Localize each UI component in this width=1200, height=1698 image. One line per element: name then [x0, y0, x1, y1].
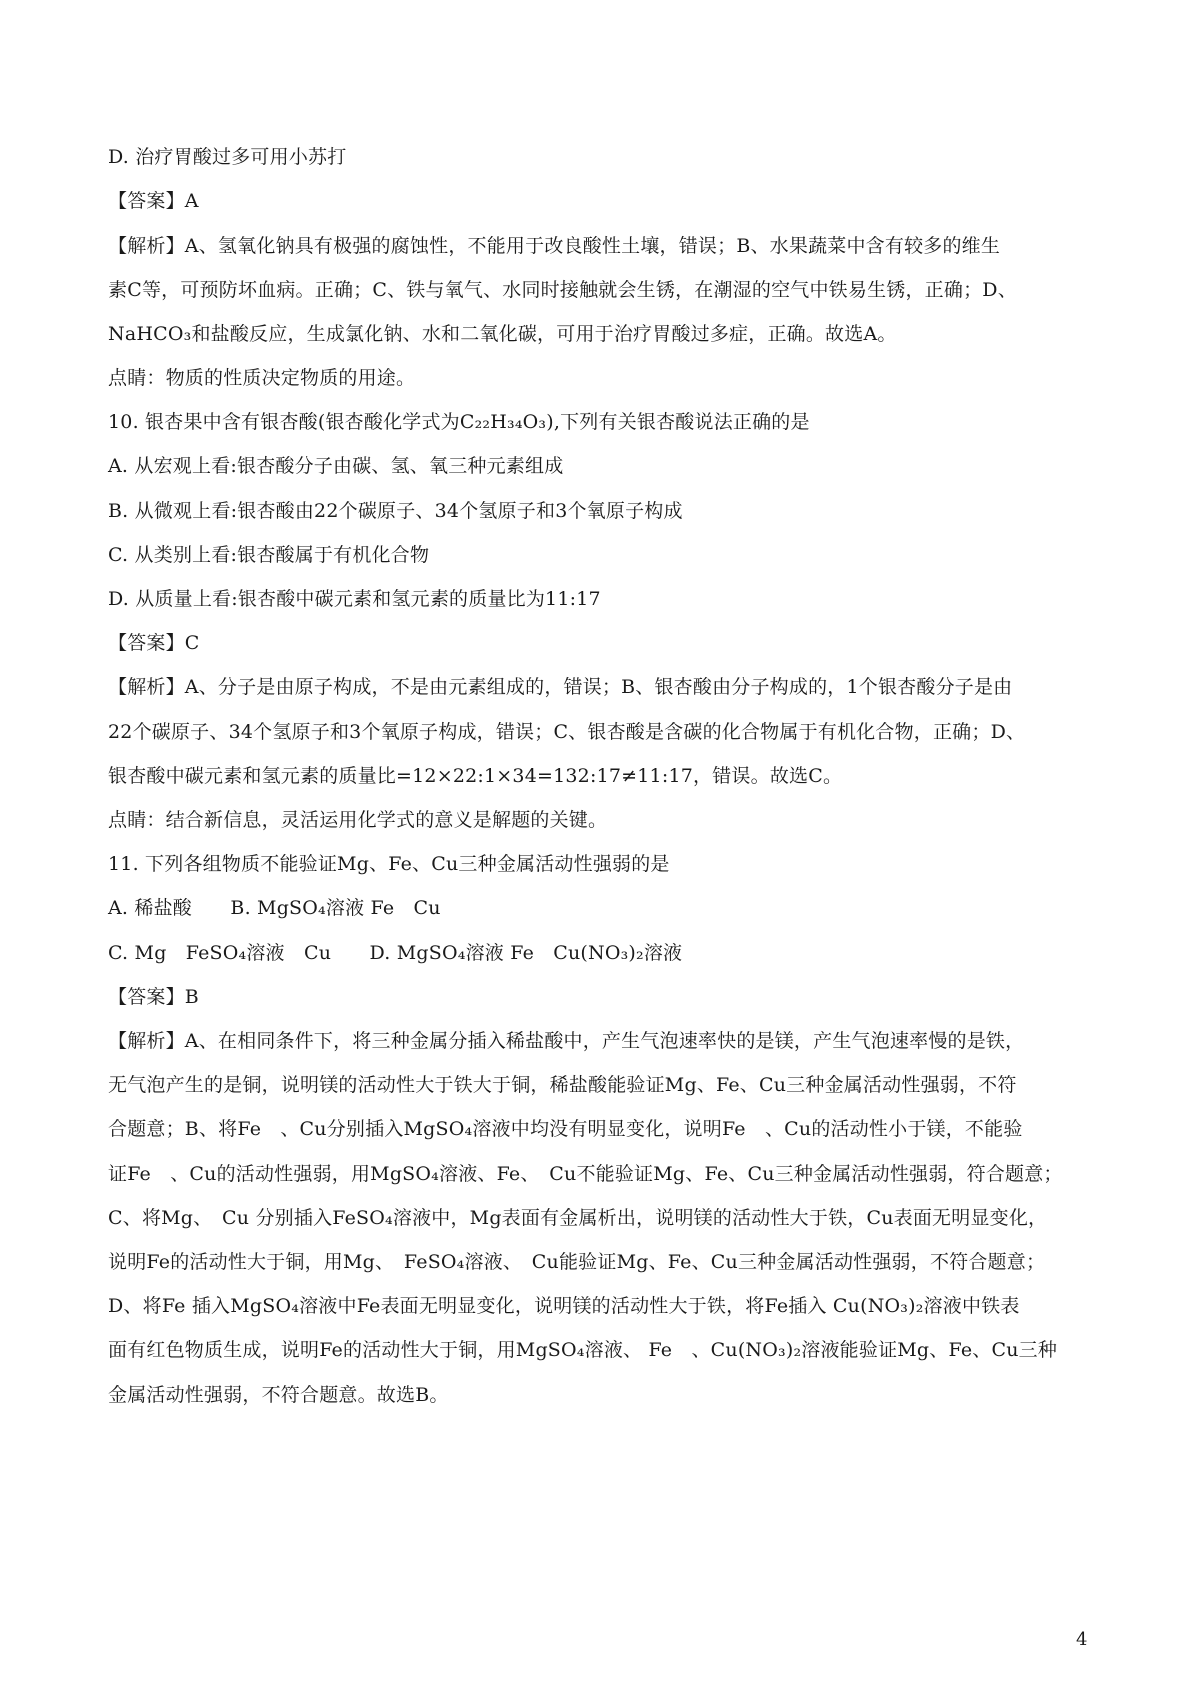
- option-line: B. 从微观上看:银杏酸由22个碳原子、34个氢原子和3个氧原子构成: [108, 500, 683, 522]
- analysis-line: 无气泡产生的是铜，说明镁的活动性大于铁大于铜，稀盐酸能验证Mg、Fe、Cu三种金属活动性强弱，不符: [108, 1074, 1017, 1096]
- analysis-line: 证Fe 、Cu的活动性强弱，用MgSO₄溶液、Fe、 Cu不能验证Mg、Fe、Cu三种金属活动性强弱，符合题意；: [108, 1163, 1063, 1185]
- tip-line: 点睛：结合新信息，灵活运用化学式的意义是解题的关键。: [108, 809, 608, 831]
- option-d-line: D. 治疗胃酸过多可用小苏打: [108, 146, 347, 168]
- analysis-line: NaHCO₃和盐酸反应，生成氯化钠、水和二氧化碳，可用于治疗胃酸过多症，正确。故选A。: [108, 323, 897, 345]
- answer-label: 【答案】C: [108, 632, 200, 654]
- analysis-line: 合题意；B、将Fe 、Cu分别插入MgSO₄溶液中均没有明显变化，说明Fe 、Cu的活动性小于镁，不能验: [108, 1118, 1023, 1140]
- analysis-line: D、将Fe 插入MgSO₄溶液中Fe表面无明显变化，说明镁的活动性大于铁，将Fe插入 Cu(NO₃)₂溶液中铁表: [108, 1295, 1020, 1317]
- analysis-line: 【解析】A、在相同条件下，将三种金属分插入稀盐酸中，产生气泡速率快的是镁，产生气泡速率慢的是铁，: [108, 1030, 1025, 1052]
- analysis-line: 面有红色物质生成，说明Fe的活动性大于铜，用MgSO₄溶液、 Fe 、Cu(NO₃)₂溶液能验证Mg、Fe、Cu三种: [108, 1339, 1058, 1361]
- option-line: C. 从类别上看:银杏酸属于有机化合物: [108, 544, 430, 566]
- option-line: A. 从宏观上看:银杏酸分子由碳、氢、氧三种元素组成: [108, 455, 564, 477]
- answer-label: 【答案】B: [108, 986, 199, 1008]
- analysis-line: 【解析】A、分子是由原子构成，不是由元素组成的，错误；B、银杏酸由分子构成的，1个银杏酸分子是由: [108, 676, 1013, 698]
- analysis-line: 素C等，可预防坏血病。正确；C、铁与氧气、水同时接触就会生锈，在潮湿的空气中铁易生锈，正确；D、: [108, 279, 1017, 301]
- question-11: 11. 下列各组物质不能验证Mg、Fe、Cu三种金属活动性强弱的是: [108, 853, 670, 875]
- page-number: 4: [1076, 1629, 1088, 1650]
- tip-line: 点睛：物质的性质决定物质的用途。: [108, 367, 416, 389]
- option-line: D. 从质量上看:银杏酸中碳元素和氢元素的质量比为11:17: [108, 588, 601, 610]
- option-line: C. Mg FeSO₄溶液 Cu D. MgSO₄溶液 Fe Cu(NO₃)₂溶液: [108, 942, 683, 964]
- analysis-line: 银杏酸中碳元素和氢元素的质量比=12×22:1×34=132:17≠11:17，错误。故选C。: [108, 765, 843, 787]
- analysis-line: 金属活动性强弱，不符合题意。故选B。: [108, 1384, 449, 1406]
- answer-label: 【答案】A: [108, 190, 199, 212]
- option-line: A. 稀盐酸 B. MgSO₄溶液 Fe Cu: [108, 897, 441, 919]
- analysis-line: 说明Fe的活动性大于铜，用Mg、 FeSO₄溶液、 Cu能验证Mg、Fe、Cu三种金属活动性强弱，不符合题意；: [108, 1251, 1046, 1273]
- analysis-line: C、将Mg、 Cu 分别插入FeSO₄溶液中，Mg表面有金属析出，说明镁的活动性大于铁，Cu表面无明显变化，: [108, 1207, 1048, 1229]
- analysis-line: 【解析】A、氢氧化钠具有极强的腐蚀性，不能用于改良酸性土壤，错误；B、水果蔬菜中含有较多的维生: [108, 235, 1001, 257]
- question-10: 10. 银杏果中含有银杏酸(银杏酸化学式为C₂₂H₃₄O₃),下列有关银杏酸说法正确的是: [108, 411, 810, 433]
- analysis-line: 22个碳原子、34个氢原子和3个氧原子构成，错误；C、银杏酸是含碳的化合物属于有机化合物，正确；D、: [108, 721, 1026, 743]
